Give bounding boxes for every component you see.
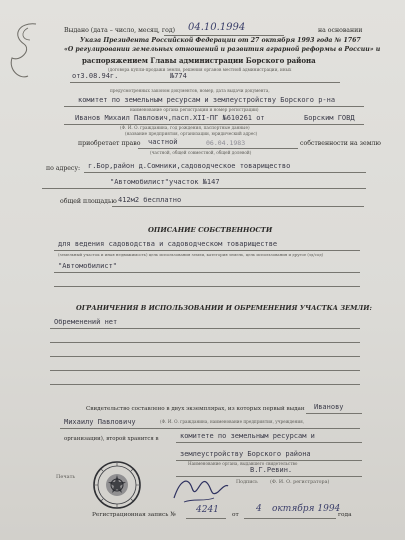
issued-label: Выдано (дата – число, месяц, год) (64, 27, 176, 34)
area-rule (112, 206, 364, 207)
address-line-2: "Автомобилист"участок №147 (110, 178, 220, 186)
first-hint: (Ф. И. О. гражданина, наименование предприятия, учреждения, (160, 419, 305, 424)
committee: комитет по земельным ресурсам и землеустройству Борского р-на (78, 96, 336, 104)
first-holder-2-rule (60, 428, 360, 429)
decree-line-2: «О регулировании земельных отношений и развития аграрной реформы в России» и (64, 46, 381, 53)
address-line-1: г.Бор,район д.Сомники,садоводческое товарищество (88, 162, 291, 170)
restrictions-rule-4 (50, 370, 360, 371)
second-holder-rule (176, 442, 362, 443)
owner-name: Иванов Михаил Павлович,пасп.XII-ПГ №610261 от (75, 114, 265, 122)
second-holder-2: землеустройству Борского района (180, 450, 311, 458)
stamp-label: Печать (56, 474, 76, 480)
registrar-name: В.Г.Ревин. (250, 466, 293, 474)
right-type: частной (148, 138, 178, 146)
order-text: распоряжением Главы администрации Борского района (82, 56, 316, 65)
address-label: по адресу: (46, 165, 81, 172)
signature-hint: (Ф. И. О. регистратора) (270, 480, 330, 485)
description-hint: (земельный участок и иная недвижимость) цель использования земли, категория земель, цель использования и другое (зд/сод) (58, 252, 324, 257)
right-rule (138, 148, 298, 149)
docs-hint: предусмотренных законом документов, номер, дата выдачи документа, (110, 88, 270, 93)
ownership-hint: (частной, общей совместной, общей долевой) (150, 150, 252, 155)
restrictions-value: Обременений нет (54, 318, 118, 326)
legal-hint: (название предприятия, организации, юридический адрес) (125, 131, 258, 136)
restrictions-rule-1 (50, 328, 360, 329)
reg-number-rule (186, 518, 226, 519)
issued-date-rule (164, 35, 284, 36)
right-stamp: 06.04.1983 (206, 139, 246, 147)
reg-month-year: октября 1994 (272, 504, 341, 514)
description-rule-3 (54, 286, 360, 287)
decree-line-1: Указа Президента Российской Федерации от 27 октября 1993 года № 1767 (80, 37, 361, 44)
restrictions-rule-3 (50, 356, 360, 357)
basis-label: на основании (318, 27, 363, 34)
owner-hint: (Ф. И. О. гражданина, год рождения, паспортные данные) (120, 125, 250, 130)
address-rule-2 (42, 188, 366, 189)
reg-number: 4241 (196, 505, 219, 515)
first-holder: Иванову (314, 403, 344, 411)
order-date: от3.08.94г. (72, 72, 119, 80)
authority-hint: Наименование органа, выдавшего свидетельство (188, 461, 298, 466)
area-value: 412м2 бесплатно (118, 196, 182, 204)
reg-label: Регистрационная запись № (92, 512, 176, 518)
address-rule-1 (84, 172, 366, 173)
from-label: от (232, 512, 239, 518)
description-title: ОПИСАНИЕ СОБСТВЕННОСТИ (148, 226, 273, 234)
copies-text: Свидетельство составлено в двух экземплярах, из которых первый выдан (86, 406, 305, 412)
description-purpose: для ведения садоводства и садоводческом товариществе (58, 240, 278, 248)
reg-day: 4 (256, 504, 262, 514)
restrictions-title: ОГРАНИЧЕНИЯ В ИСПОЛЬЗОВАНИИ И ОБРЕМЕНЕНИЯ УЧАСТКА ЗЕМЛИ: (76, 304, 372, 312)
signature-label: Подпись (236, 480, 258, 485)
order-hint: (договора купли-продажи земли, решения органов местной администрации, иных (108, 67, 292, 72)
handwritten-signature-icon (170, 468, 230, 508)
restrictions-rule-2 (50, 342, 360, 343)
description-rule-2 (54, 272, 360, 273)
owner-issuer: Борским ГОВД (304, 114, 355, 122)
second-holder: комитете по земельным ресурсам и (180, 432, 315, 440)
official-seal-icon (92, 460, 142, 510)
reg-date-rule (244, 518, 336, 519)
description-rule-1 (54, 250, 360, 251)
ownership-suffix: собственности на землю (300, 140, 381, 147)
restrictions-rule-5 (50, 384, 360, 385)
first-holder-rule (306, 413, 362, 414)
order-rule (70, 82, 340, 83)
committee-hint: наименование органа регистрации и номер регистрации) (130, 107, 259, 112)
corner-ornament-icon (6, 18, 46, 88)
year-suffix: года (338, 512, 352, 518)
description-name: "Автомобилист" (58, 262, 118, 270)
order-number: №774 (170, 72, 187, 80)
second-text: организации), второй хранится в (64, 436, 159, 442)
area-label: общей площадью (60, 198, 117, 205)
issued-date: 04.10.1994 (188, 22, 246, 33)
first-holder-2: Михаилу Павловичу (64, 418, 136, 426)
acquires-label: приобретает право (78, 140, 141, 147)
